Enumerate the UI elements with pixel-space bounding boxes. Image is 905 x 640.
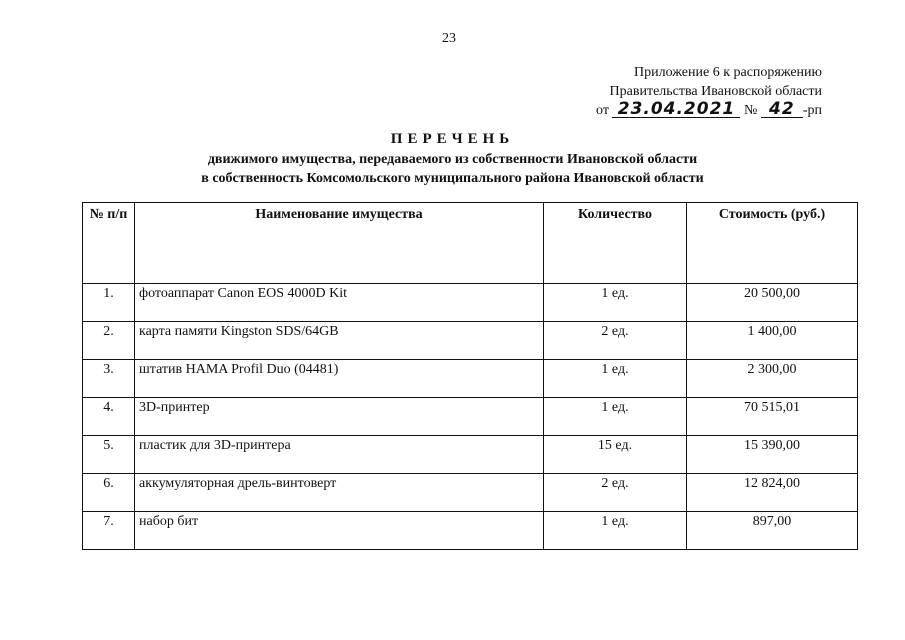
number-suffix: -рп <box>802 103 822 118</box>
subtitle-line-1: движимого имущества, передаваемого из собственности Ивановской области <box>207 152 698 167</box>
row-qty: 2 ед. <box>544 474 687 512</box>
document-title: ПЕРЕЧЕНЬ <box>390 131 515 147</box>
document-subtitle <box>0 150 905 188</box>
row-name: штатив HAMA Profil Duo (04481) <box>135 360 544 398</box>
row-num: 4. <box>83 398 135 436</box>
table-row <box>83 474 858 512</box>
row-qty: 1 ед. <box>544 512 687 550</box>
row-cost: 20 500,00 <box>687 284 858 322</box>
row-num: 6. <box>83 474 135 512</box>
row-num: 3. <box>83 360 135 398</box>
table-header-row <box>83 203 858 284</box>
subtitle-line-2: в собственность Комсомольского муниципального района Ивановской области <box>201 171 704 186</box>
table-row <box>83 322 858 360</box>
row-qty: 1 ед. <box>544 360 687 398</box>
row-name: 3D-принтер <box>135 398 544 436</box>
appendix-line-1: Приложение 6 к распоряжению <box>634 65 822 80</box>
row-name: набор бит <box>135 512 544 550</box>
header-name: Наименование имущества <box>135 203 544 284</box>
row-cost: 1 400,00 <box>687 322 858 360</box>
table-row <box>83 436 858 474</box>
row-name: фотоаппарат Canon EOS 4000D Kit <box>135 284 544 322</box>
page-number: 23 <box>442 31 456 46</box>
table-row <box>83 360 858 398</box>
row-qty: 1 ед. <box>544 284 687 322</box>
row-cost: 15 390,00 <box>687 436 858 474</box>
row-name: аккумуляторная дрель-винтоверт <box>135 474 544 512</box>
header-qty: Количество <box>544 203 687 284</box>
row-qty: 2 ед. <box>544 322 687 360</box>
header-num: № п/п <box>83 203 135 284</box>
table-row <box>83 284 858 322</box>
row-cost: 12 824,00 <box>687 474 858 512</box>
appendix-header <box>596 63 822 120</box>
appendix-line-2: Правительства Ивановской области <box>609 84 822 99</box>
row-num: 1. <box>83 284 135 322</box>
header-cost: Стоимость (руб.) <box>687 203 858 284</box>
row-cost: 2 300,00 <box>687 360 858 398</box>
row-cost: 70 515,01 <box>687 398 858 436</box>
table-row <box>83 398 858 436</box>
row-cost: 897,00 <box>687 512 858 550</box>
row-name: карта памяти Kingston SDS/64GB <box>135 322 544 360</box>
row-qty: 1 ед. <box>544 398 687 436</box>
row-name: пластик для 3D-принтера <box>135 436 544 474</box>
row-num: 5. <box>83 436 135 474</box>
property-table <box>82 202 858 550</box>
number-label: № <box>743 103 758 118</box>
row-num: 2. <box>83 322 135 360</box>
row-qty: 15 ед. <box>544 436 687 474</box>
handwritten-number: 42 <box>761 102 803 118</box>
appendix-line-3 <box>596 101 822 120</box>
row-num: 7. <box>83 512 135 550</box>
from-label: от <box>596 103 609 118</box>
table-row <box>83 512 858 550</box>
handwritten-date: 23.04.2021 <box>612 102 740 118</box>
